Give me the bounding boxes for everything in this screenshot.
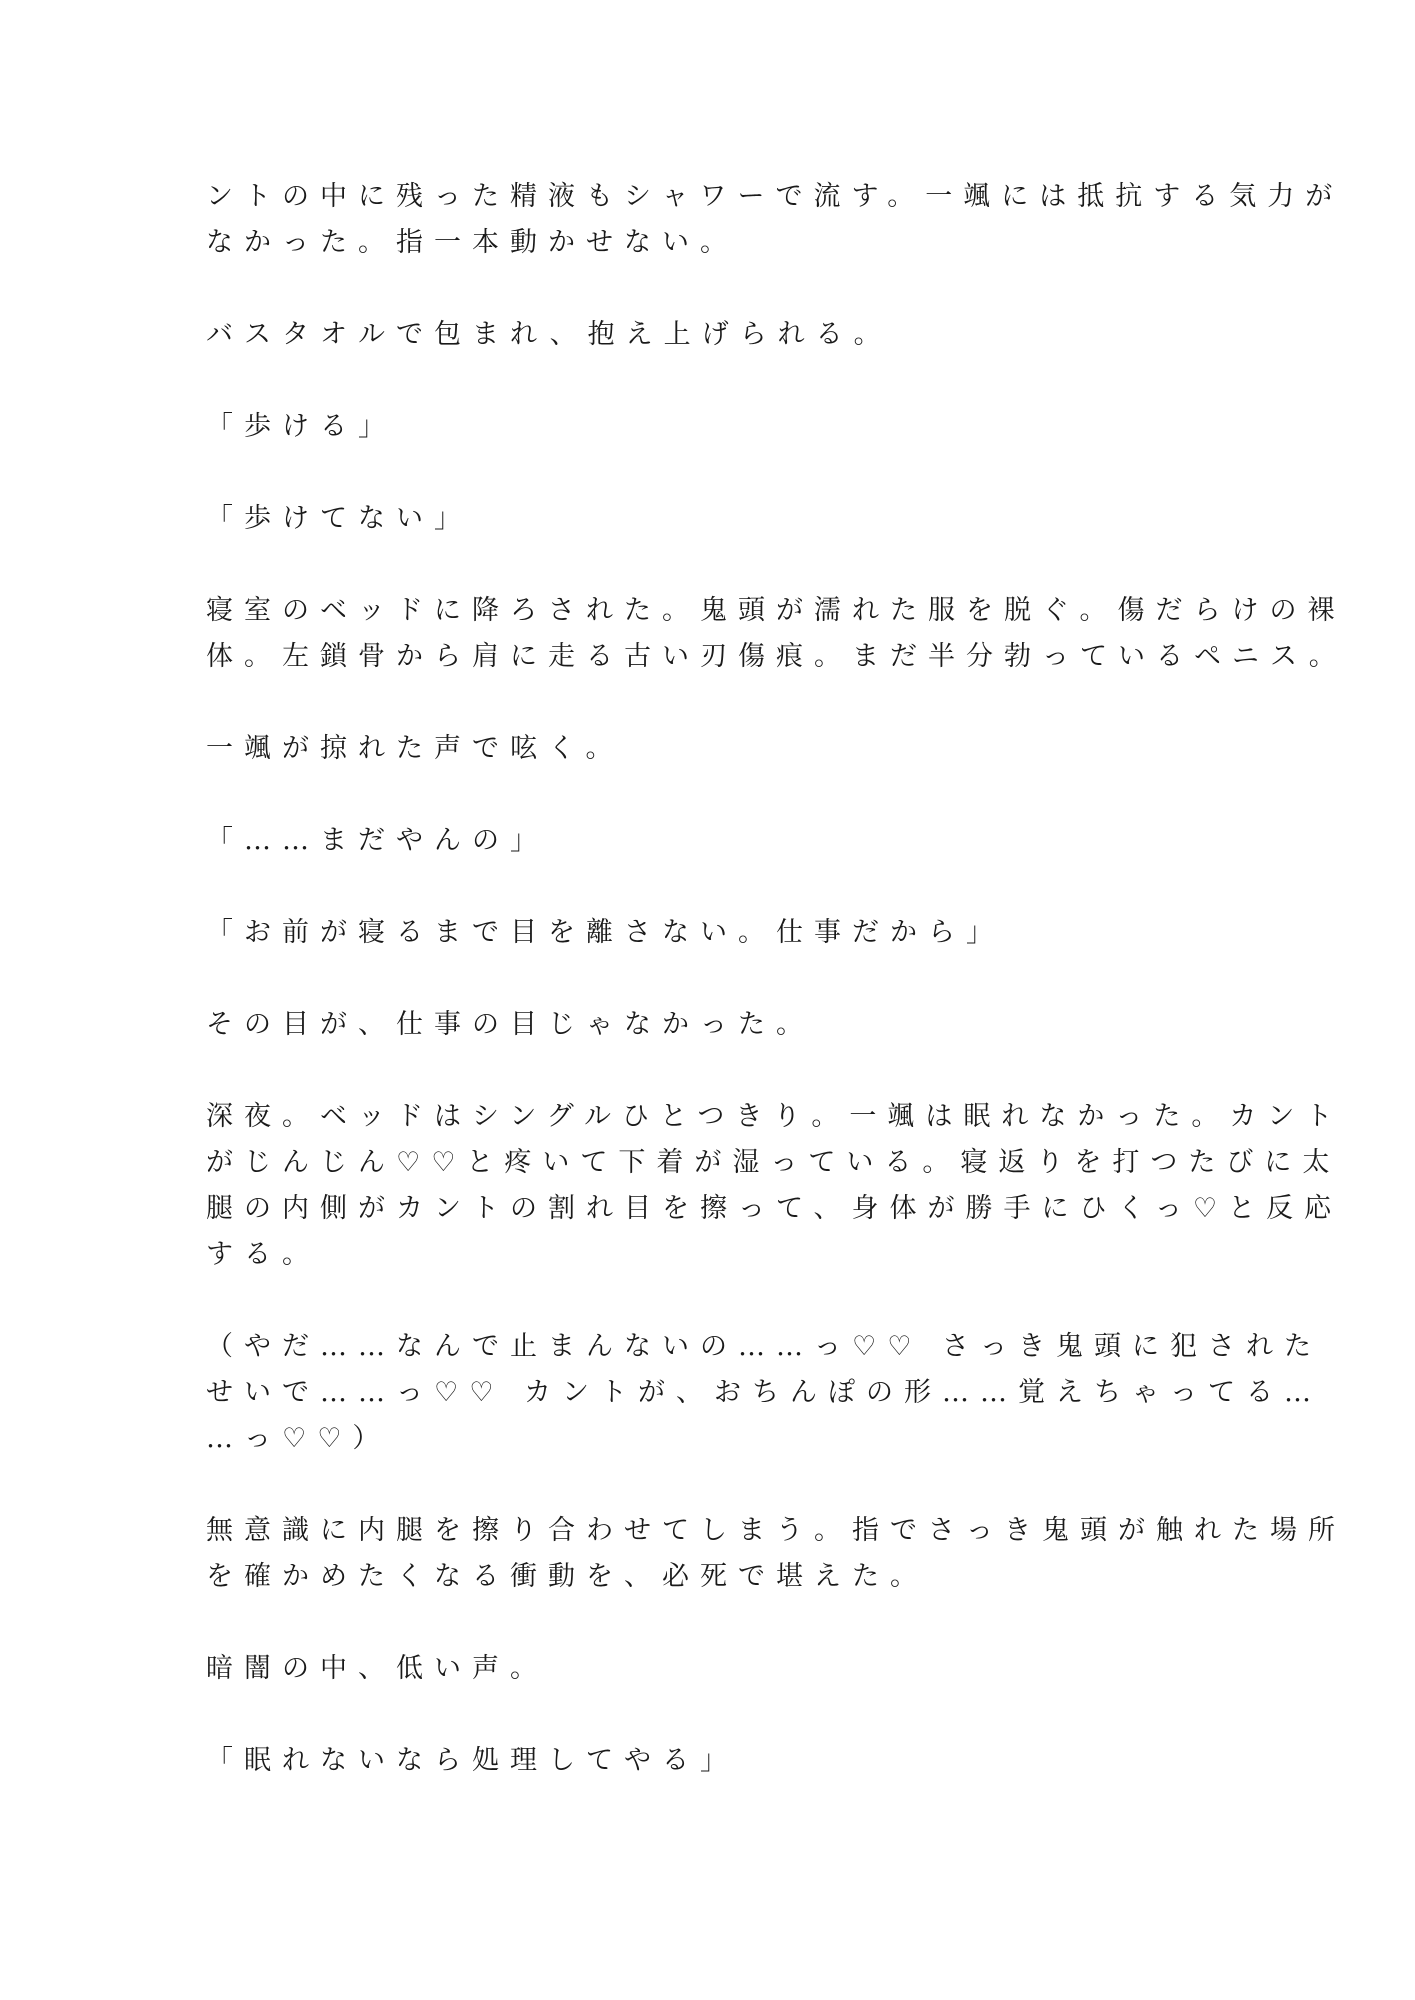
text-line: を確かめたくなる衝動を、必死で堪えた。 <box>206 1561 928 1592</box>
inner-monologue <box>206 1324 1322 1462</box>
text-line: （やだ……なんで止まんないの……っ♡♡ さっき鬼頭に犯された <box>206 1331 1322 1362</box>
dialogue <box>206 1738 1206 1784</box>
text-line: 「歩ける」 <box>206 411 396 442</box>
text-line: 「歩けてない」 <box>206 503 472 534</box>
text-line: その目が、仕事の目じゃなかった。 <box>206 1009 814 1040</box>
text-line: バスタオルで包まれ、抱え上げられる。 <box>206 319 892 350</box>
paragraph <box>206 588 1347 680</box>
paragraph <box>206 1002 1206 1048</box>
dialogue <box>206 404 1206 450</box>
paragraph <box>206 1508 1346 1600</box>
text-line: せいで……っ♡♡ カントが、おちんぽの形……覚えちゃってる… <box>206 1377 1322 1408</box>
text-line: 腿の内側がカントの割れ目を擦って、身体が勝手にひくっ♡と反応 <box>206 1193 1343 1224</box>
dialogue <box>206 910 1206 956</box>
text-line: ントの中に残った精液もシャワーで流す。一颯には抵抗する気力が <box>206 181 1344 212</box>
text-line: 「……まだやんの」 <box>206 825 548 856</box>
paragraph <box>206 1646 1206 1692</box>
paragraph <box>206 1094 1344 1278</box>
text-line: 一颯が掠れた声で呟く。 <box>206 733 624 764</box>
text-line: …っ♡♡） <box>206 1423 391 1454</box>
text-line: 無意識に内腿を擦り合わせてしまう。指でさっき鬼頭が触れた場所 <box>206 1515 1346 1546</box>
paragraph <box>206 726 1206 772</box>
text-line: する。 <box>206 1239 320 1270</box>
text-line: 体。左鎖骨から肩に走る古い刃傷痕。まだ半分勃っているペニス。 <box>206 641 1347 672</box>
text-line: 寝室のベッドに降ろされた。鬼頭が濡れた服を脱ぐ。傷だらけの裸 <box>206 595 1346 626</box>
text-line: 「眠れないなら処理してやる」 <box>206 1745 738 1776</box>
text-line: なかった。指一本動かせない。 <box>206 227 738 258</box>
text-line: 暗闇の中、低い声。 <box>206 1653 548 1684</box>
paragraph <box>206 174 1344 266</box>
text-line: がじんじん♡♡と疼いて下着が湿っている。寝返りを打つたびに太 <box>206 1147 1341 1178</box>
dialogue <box>206 818 1206 864</box>
page-body <box>206 174 1347 1830</box>
dialogue <box>206 496 1206 542</box>
paragraph <box>206 312 1206 358</box>
text-line: 深夜。ベッドはシングルひとつきり。一颯は眠れなかった。カント <box>206 1101 1344 1132</box>
text-line: 「お前が寝るまで目を離さない。仕事だから」 <box>206 917 1004 948</box>
